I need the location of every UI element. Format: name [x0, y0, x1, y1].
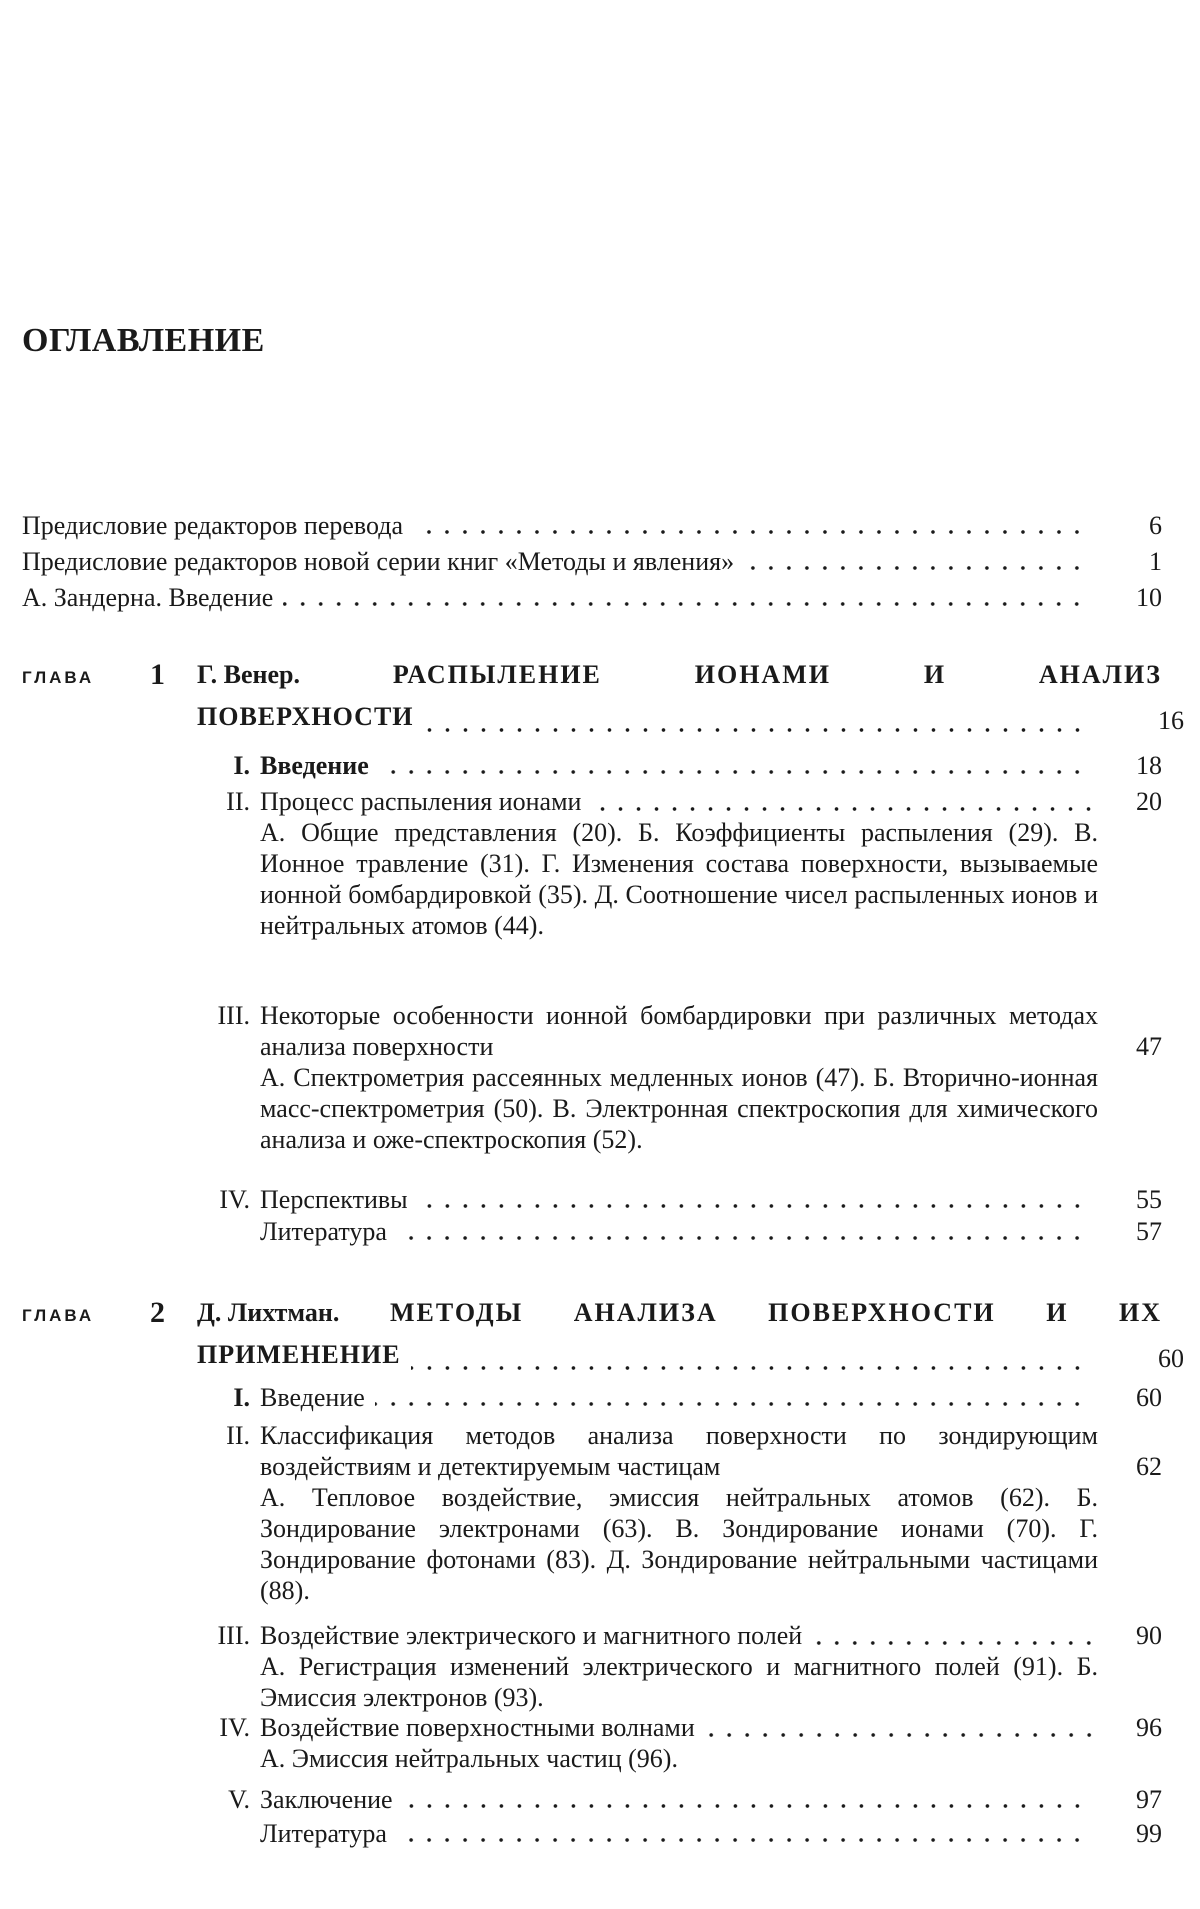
section-page: 18	[1136, 751, 1162, 780]
toc-section	[190, 1420, 1162, 1606]
section-title: Литература	[260, 1217, 387, 1246]
section-page: 99	[1136, 1819, 1162, 1848]
chapter-number: 2	[150, 1296, 165, 1329]
section-title: Литература	[260, 1819, 387, 1848]
section-page: 96	[1136, 1713, 1162, 1742]
chapter-page: 16	[1158, 706, 1184, 735]
section-subsections: А. Спектрометрия рассеянных медленных ионов (47). Б. Вторично-ионная масс-спектрометрия (50). В. Электронная спектроскопия для химического анализа и оже-спектроскопия (52).	[260, 1063, 1098, 1154]
chapter-heading	[22, 1296, 1184, 1386]
dot-leader	[744, 566, 1086, 570]
section-page: 20	[1136, 787, 1162, 816]
toc-entry-page: 6	[1149, 511, 1162, 540]
page-title: ОГЛАВЛЕНИЕ	[22, 322, 265, 359]
toc-entry-page: 1	[1149, 547, 1162, 576]
section-title: Введение	[260, 751, 369, 780]
section-title: Заключение	[260, 1785, 393, 1814]
toc-entry-page: 10	[1136, 583, 1162, 612]
dot-leader	[812, 1641, 1098, 1645]
section-page: 47	[1136, 1032, 1162, 1061]
section-page: 57	[1136, 1217, 1162, 1246]
chapter-title-word: АНАЛИЗА	[573, 1298, 718, 1327]
section-title: Классификация методов анализа поверхности по зондирующим воздействиям и детектируемым частицам	[260, 1421, 1098, 1481]
toc-section	[190, 1820, 1162, 1848]
section-number: III.	[217, 1621, 250, 1650]
dot-leader	[403, 1804, 1086, 1808]
dot-leader	[418, 1204, 1086, 1208]
toc-section	[190, 1620, 1162, 1713]
toc-entry-text: Предисловие редакторов перевода	[22, 511, 404, 540]
section-number: I.	[233, 1383, 250, 1412]
chapter-label: ГЛАВА	[22, 668, 95, 687]
dot-leader	[283, 602, 1086, 606]
section-subsections: А. Общие представления (20). Б. Коэффициенты распыления (29). В. Ионное травление (31). Г. Изменения состава поверхности, вызываемые ионной бомбардировкой (35). Д. Соотношение чисел распыленных ионов и нейтральных атомов (44).	[260, 818, 1098, 940]
section-title: Некоторые особенности ионной бомбардировки при различных методах анализа поверхности	[260, 1001, 1098, 1061]
dot-leader	[397, 1838, 1086, 1842]
toc-section	[190, 1786, 1162, 1814]
toc-section	[190, 752, 1162, 780]
toc-section	[190, 1712, 1162, 1774]
dot-leader	[379, 770, 1086, 774]
chapter-title	[197, 1292, 1184, 1380]
toc-entry-text: Предисловие редакторов новой серии книг «Методы и явления»	[22, 547, 735, 576]
dot-leader	[591, 807, 1098, 811]
section-subsections: А. Эмиссия нейтральных частиц (96).	[260, 1744, 678, 1773]
section-page: 90	[1136, 1621, 1162, 1650]
toc-section	[190, 786, 1162, 941]
dot-leader	[705, 1733, 1098, 1737]
section-number: IV.	[219, 1713, 250, 1742]
dot-leader	[411, 1366, 1086, 1370]
section-page: 62	[1136, 1452, 1162, 1481]
toc-entry-text: А. Зандерна. Введение	[22, 583, 274, 612]
chapter-title	[197, 654, 1184, 742]
section-page: 55	[1136, 1185, 1162, 1214]
chapter-title-line2: ПРИМЕНЕНИЕ	[197, 1340, 401, 1369]
section-title: Введение	[260, 1383, 365, 1412]
chapter-title-word: РАСПЫЛЕНИЕ	[392, 660, 602, 689]
toc-entry	[22, 584, 1162, 612]
toc-entry	[22, 548, 1162, 576]
chapter-title-line2: ПОВЕРХНОСТИ	[197, 702, 414, 731]
chapter-title-word: И	[923, 660, 947, 689]
chapter-title-word: ИХ	[1118, 1298, 1162, 1327]
toc-section	[190, 1218, 1162, 1246]
dot-leader	[424, 728, 1086, 732]
section-title: Перспективы	[260, 1185, 408, 1214]
chapter-page: 60	[1158, 1344, 1184, 1373]
section-page: 60	[1136, 1383, 1162, 1412]
dot-leader	[413, 530, 1086, 534]
section-subsections: А. Тепловое воздействие, эмиссия нейтральных атомов (62). Б. Зондирование электронами (63). В. Зондирование ионами (70). Г. Зондирование фотонами (83). Д. Зондирование нейтральными частицами (88).	[260, 1483, 1098, 1605]
dot-leader	[397, 1236, 1086, 1240]
section-number: III.	[217, 1001, 250, 1030]
chapter-author: Г. Венер.	[197, 660, 300, 689]
chapter-number: 1	[150, 658, 165, 691]
chapter-label: ГЛАВА	[22, 1306, 95, 1325]
chapter-title-word: ИОНАМИ	[694, 660, 831, 689]
chapter-title-word: МЕТОДЫ	[389, 1298, 524, 1327]
section-page: 97	[1136, 1785, 1162, 1814]
section-number: V.	[228, 1785, 250, 1814]
section-number: IV.	[219, 1185, 250, 1214]
section-number: II.	[226, 1421, 250, 1450]
toc-section	[190, 1186, 1162, 1214]
section-number: I.	[233, 751, 250, 780]
chapter-title-word: И	[1046, 1298, 1069, 1327]
dot-leader	[375, 1402, 1086, 1406]
toc-section	[190, 1384, 1162, 1412]
section-title: Воздействие поверхностными волнами	[260, 1713, 695, 1742]
chapter-title-word: АНАЛИЗ	[1038, 660, 1162, 689]
section-title: Воздействие электрического и магнитного полей	[260, 1621, 803, 1650]
toc-entry	[22, 512, 1162, 540]
toc-section	[190, 1000, 1162, 1155]
chapter-title-word: ПОВЕРХНОСТИ	[768, 1298, 996, 1327]
section-subsections: А. Регистрация изменений электрического и магнитного полей (91). Б. Эмиссия электронов (93).	[260, 1652, 1098, 1712]
section-number: II.	[226, 787, 250, 816]
section-title: Процесс распыления ионами	[260, 787, 582, 816]
chapter-author: Д. Лихтман.	[197, 1298, 340, 1327]
chapter-heading	[22, 658, 1184, 748]
